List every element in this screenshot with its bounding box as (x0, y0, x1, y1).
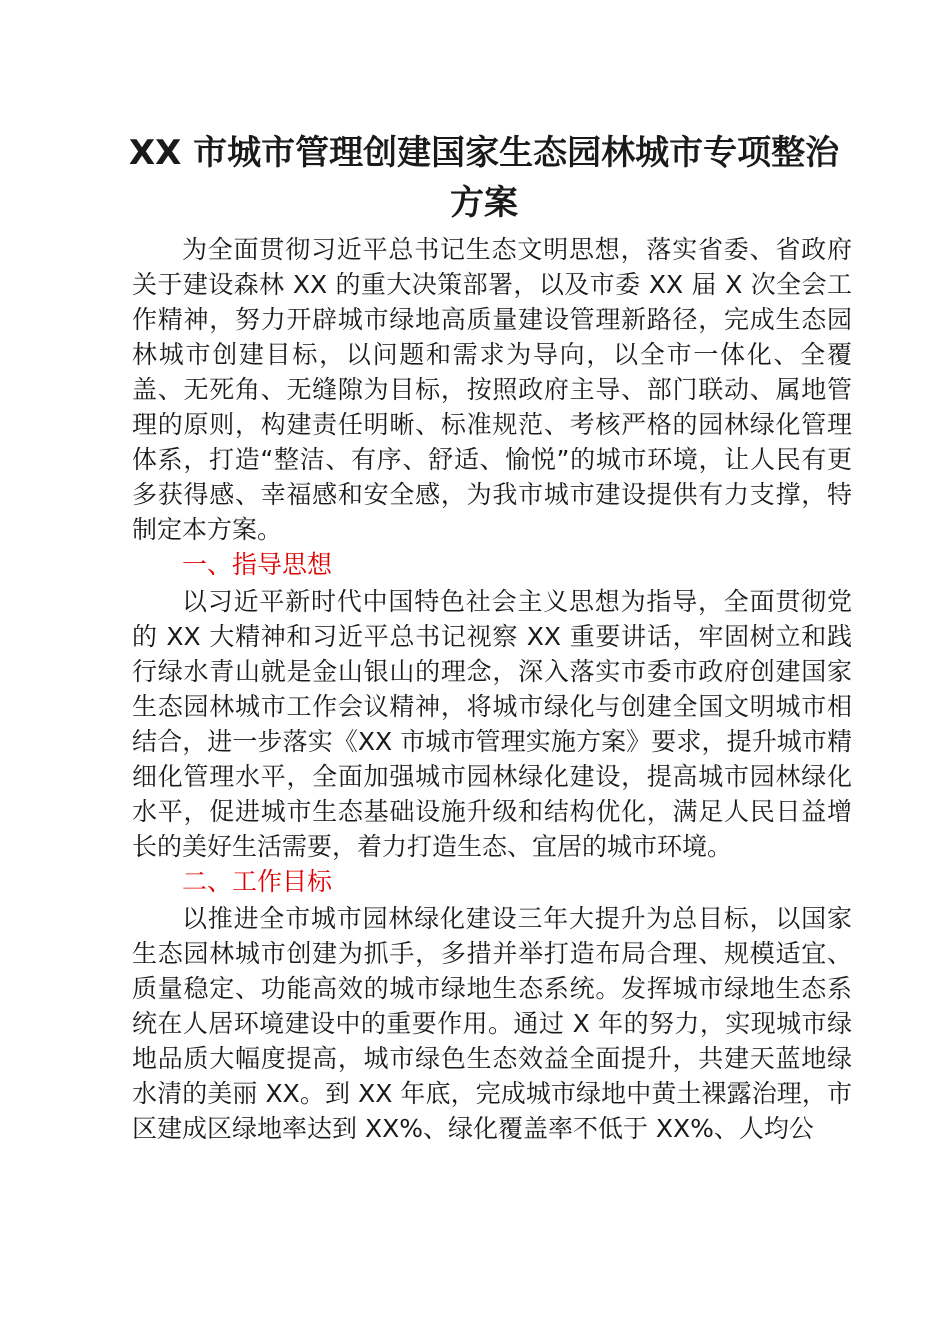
section-heading-guiding-ideology: 一、指导思想 (182, 550, 333, 579)
section-body-work-goals: 以推进全市城市园林绿化建设三年大提升为总目标，以国家生态园林城市创建为抓手，多措并举打造布局合理、规模适宜、质量稳定、功能高效的城市绿地生态系统。发挥城市绿地生态系统在人居环境建设中的重要作用。通过 X 年的努力，实现城市绿地品质大幅度提高，城市绿色生态效益全面提升，共建天蓝地绿水清的美丽 XX。到 XX 年底，完成城市绿地中黄土裸露治理，市区建成区绿地率达到 XX%、绿化覆盖率不低于 XX%、人均公 (132, 904, 852, 1143)
document-title: XX 市城市管理创建国家生态园林城市专项整治方案 (128, 133, 840, 223)
section-body-guiding-ideology: 以习近平新时代中国特色社会主义思想为指导，全面贯彻党的 XX 大精神和习近平总书记视察 XX 重要讲话，牢固树立和践行绿水青山就是金山银山的理念，深入落实市委市政府创建国家生态园林城市工作会议精神，将城市绿化与创建全国文明城市相结合，进一步落实《XX 市城市管理实施方案》要求，提升城市精细化管理水平，全面加强城市园林绿化建设，提高城市园林绿化水平，促进城市生态基础设施升级和结构优化，满足人民日益增长的美好生活需要，着力打造生态、宜居的城市环境。 (132, 587, 852, 861)
intro-paragraph: 为全面贯彻习近平总书记生态文明思想，落实省委、省政府关于建设森林 XX 的重大决策部署，以及市委 XX 届 X 次全会工作精神，努力开辟城市绿地高质量建设管理新路径，完成生态园林城市创建目标，以问题和需求为导向，以全市一体化、全覆盖、无死角、无缝隙为目标，按照政府主导、部门联动、属地管理的原则，构建责任明晰、标准规范、考核严格的园林绿化管理体系，打造“整洁、有序、舒适、愉悦”的城市环境，让人民有更多获得感、幸福感和安全感，为我市城市建设提供有力支撑，特制定本方案。 (132, 235, 852, 544)
section-heading-work-goals: 二、工作目标 (182, 867, 333, 896)
document-page (128, 128, 852, 1146)
